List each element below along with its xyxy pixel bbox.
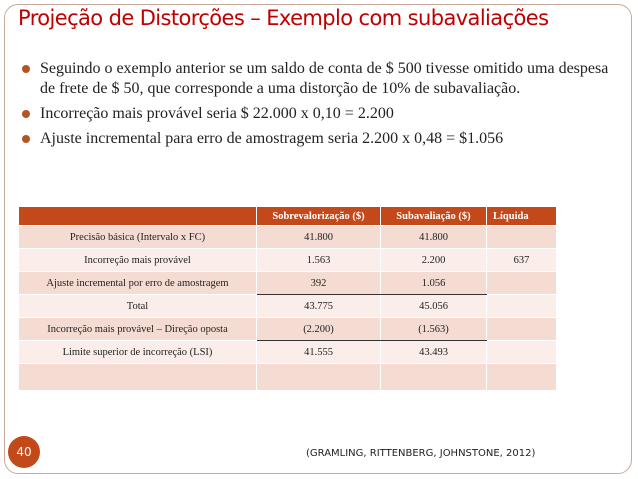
bullet-dot-icon	[22, 65, 30, 73]
table-cell: 392	[257, 272, 381, 295]
table-row	[19, 272, 557, 295]
bullet-item	[18, 104, 618, 124]
reference-citation: (GRAMLING, RITTENBERG, JOHNSTONE, 2012)	[306, 448, 536, 459]
slide-title: Projeção de Distorções – Exemplo com subavaliações	[18, 6, 549, 30]
table-cell: Ajuste incremental por erro de amostragem	[19, 272, 257, 295]
table-cell: 43.775	[257, 295, 381, 318]
table-cell: Total	[19, 295, 257, 318]
bullet-item	[18, 59, 618, 99]
table-cell: 41.555	[257, 341, 381, 364]
table-header-cell: Líquida	[487, 207, 557, 226]
table-cell: 43.493	[381, 341, 487, 364]
table-cell	[487, 226, 557, 249]
table-cell: 41.800	[381, 226, 487, 249]
table-row	[19, 249, 557, 272]
bullet-dot-icon	[22, 135, 30, 143]
table-cell: Limite superior de incorreção (LSI)	[19, 341, 257, 364]
table-row	[19, 295, 557, 318]
bullet-text: Ajuste incremental para erro de amostragem seria 2.200 x 0,48 = $1.056	[40, 130, 504, 147]
bullet-item	[18, 129, 618, 149]
table-row	[19, 318, 557, 341]
table-cell: (1.563)	[381, 318, 487, 341]
bullet-dot-icon	[22, 110, 30, 118]
table-header-cell: Sobrevalorização ($)	[257, 207, 381, 226]
page-number-badge: 40	[8, 436, 40, 468]
distortion-table	[18, 206, 557, 391]
table-cell	[381, 364, 487, 391]
table-header-cell	[19, 207, 257, 226]
table-row	[19, 364, 557, 391]
table-cell	[487, 341, 557, 364]
table-cell	[487, 364, 557, 391]
table-cell	[487, 272, 557, 295]
table-cell: Precisão básica (Intervalo x FC)	[19, 226, 257, 249]
bullet-list	[18, 59, 618, 154]
table-cell	[19, 364, 257, 391]
table-cell: 637	[487, 249, 557, 272]
table-cell	[487, 318, 557, 341]
table-cell: 1.056	[381, 272, 487, 295]
table-cell: Incorreção mais provável – Direção oposta	[19, 318, 257, 341]
table-header-row	[19, 207, 557, 226]
table-row	[19, 226, 557, 249]
table-cell	[487, 295, 557, 318]
table-header-cell: Subavaliação ($)	[381, 207, 487, 226]
table-cell: 41.800	[257, 226, 381, 249]
table-cell: (2.200)	[257, 318, 381, 341]
table-row	[19, 341, 557, 364]
table-cell: Incorreção mais provável	[19, 249, 257, 272]
table-cell: 2.200	[381, 249, 487, 272]
bullet-text: Incorreção mais provável seria $ 22.000 x 0,10 = 2.200	[40, 105, 394, 122]
table-cell: 1.563	[257, 249, 381, 272]
bullet-text: Seguindo o exemplo anterior se um saldo de conta de $ 500 tivesse omitido uma despesa de frete de $ 50, que corresponde a uma distorção de 10% de subavaliação.	[40, 60, 609, 97]
table-cell: 45.056	[381, 295, 487, 318]
table-cell	[257, 364, 381, 391]
